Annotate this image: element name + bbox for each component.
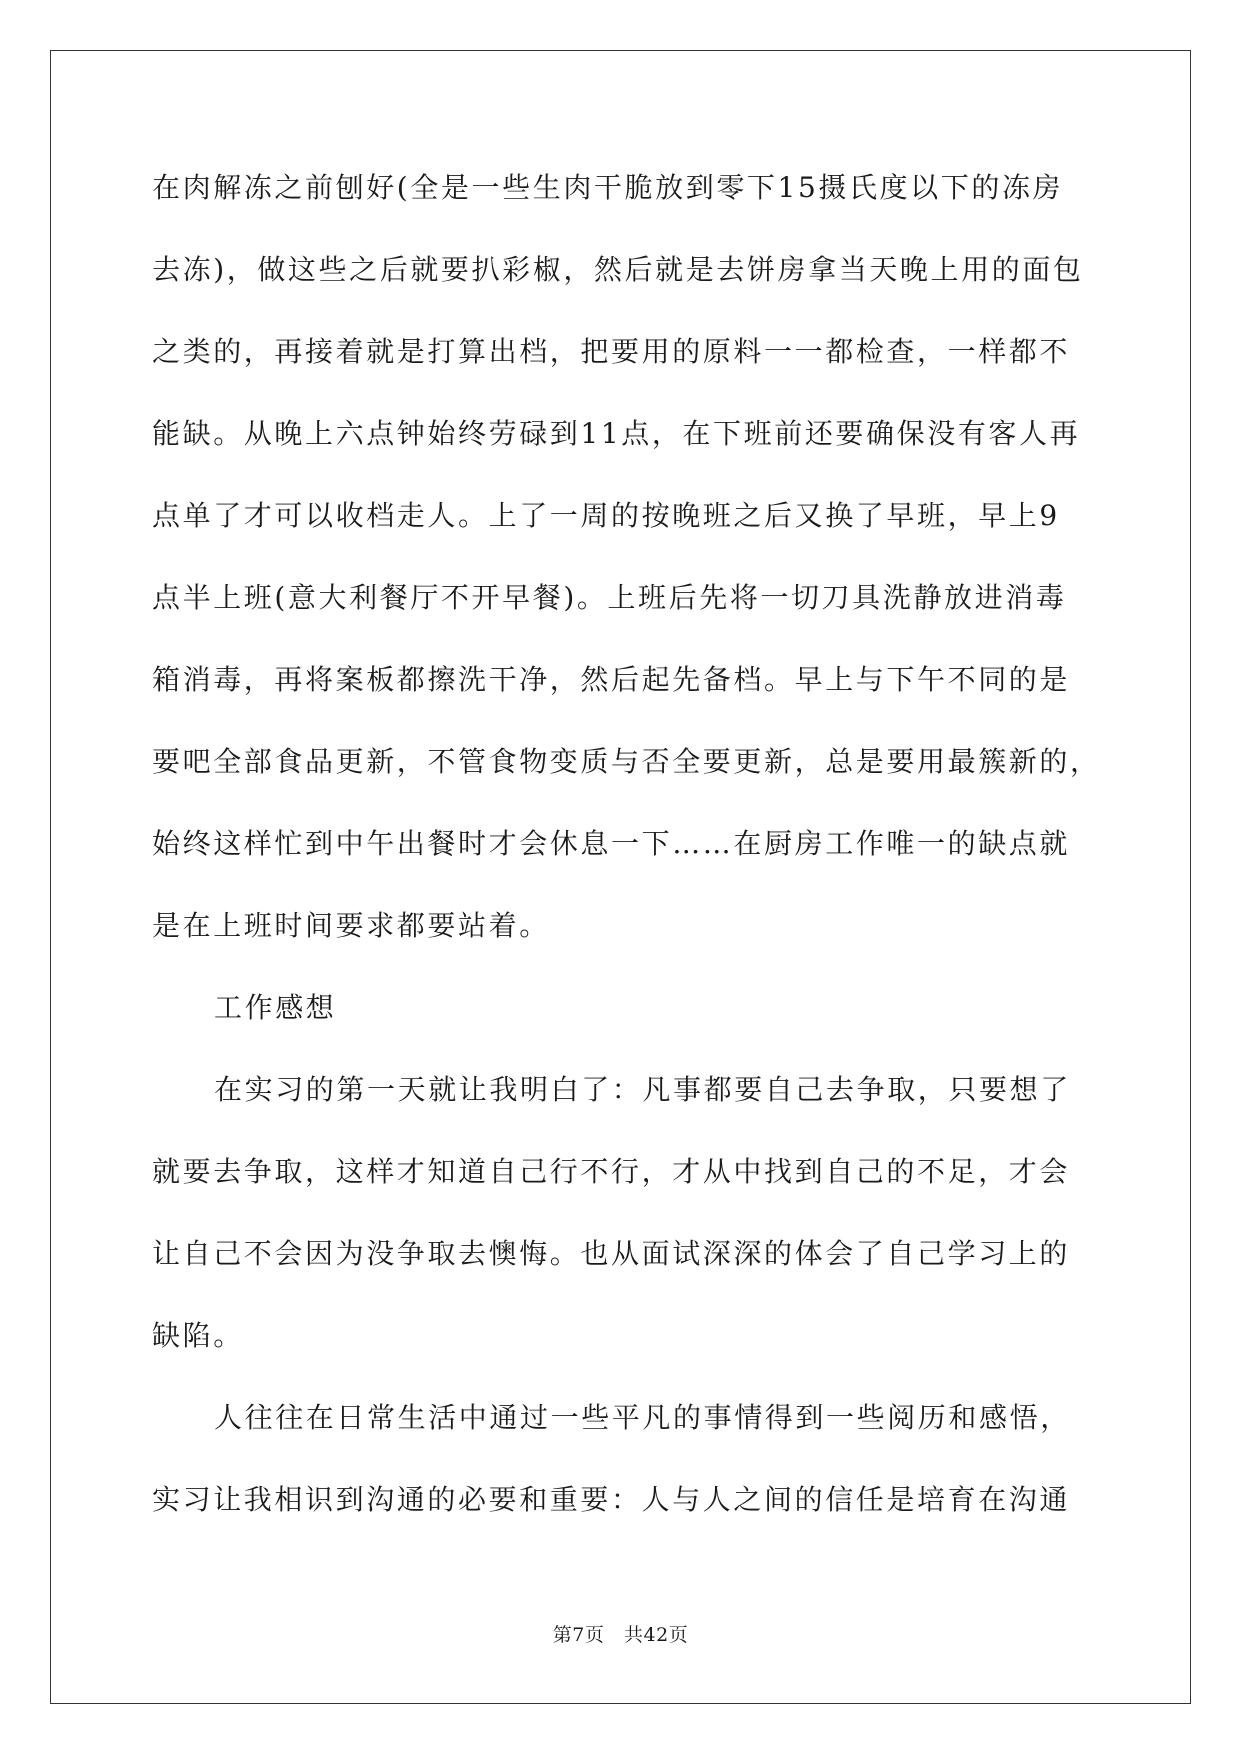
- document-body: [152, 168, 1101, 1562]
- page-footer: [0, 1620, 1241, 1647]
- text-line: 点半上班(意大利餐厅不开早餐)。上班后先将一切刀具洗静放进消毒: [152, 581, 1067, 614]
- text-line: 就要去争取，这样才知道自己行不行，才从中找到自己的不足，才会: [152, 1155, 1071, 1188]
- text-line: 让自己不会因为没争取去懊悔。也从面试深深的体会了自己学习上的: [152, 1237, 1071, 1270]
- section-heading: 工作感想: [214, 991, 337, 1024]
- text-line: 点单了才可以收档走人。上了一周的按晚班之后又换了早班，早上9: [152, 499, 1060, 532]
- text-line: 实习让我相识到沟通的必要和重要：人与人之间的信任是培育在沟通: [152, 1483, 1071, 1516]
- text-line: 去冻)，做这些之后就要扒彩椒，然后就是去饼房拿当天晚上用的面包: [152, 253, 1084, 286]
- text-line: 之类的，再接着就是打算出档，把要用的原料一一都检查，一样都不: [152, 335, 1071, 368]
- text-line: 缺陷。: [152, 1319, 244, 1352]
- page-number: 第7页: [552, 1624, 605, 1646]
- page-total: 共42页: [624, 1624, 689, 1646]
- text-line: 箱消毒，再将案板都擦洗干净，然后起先备档。早上与下午不同的是: [152, 663, 1071, 696]
- text-line: 在肉解冻之前刨好(全是一些生肉干脆放到零下15摄氏度以下的冻房: [152, 171, 1064, 204]
- text-line: 能缺。从晚上六点钟始终劳碌到11点，在下班前还要确保没有客人再: [152, 417, 1081, 450]
- text-line: 人往往在日常生活中通过一些平凡的事情得到一些阅历和感悟，: [214, 1401, 1071, 1434]
- text-line: 始终这样忙到中午出餐时才会休息一下……在厨房工作唯一的缺点就: [152, 827, 1071, 860]
- text-line: 是在上班时间要求都要站着。: [152, 909, 550, 942]
- text-line: 在实习的第一天就让我明白了：凡事都要自己去争取，只要想了: [214, 1073, 1071, 1106]
- text-line: 要吧全部食品更新，不管食物变质与否全要更新，总是要用最簇新的，: [152, 745, 1101, 778]
